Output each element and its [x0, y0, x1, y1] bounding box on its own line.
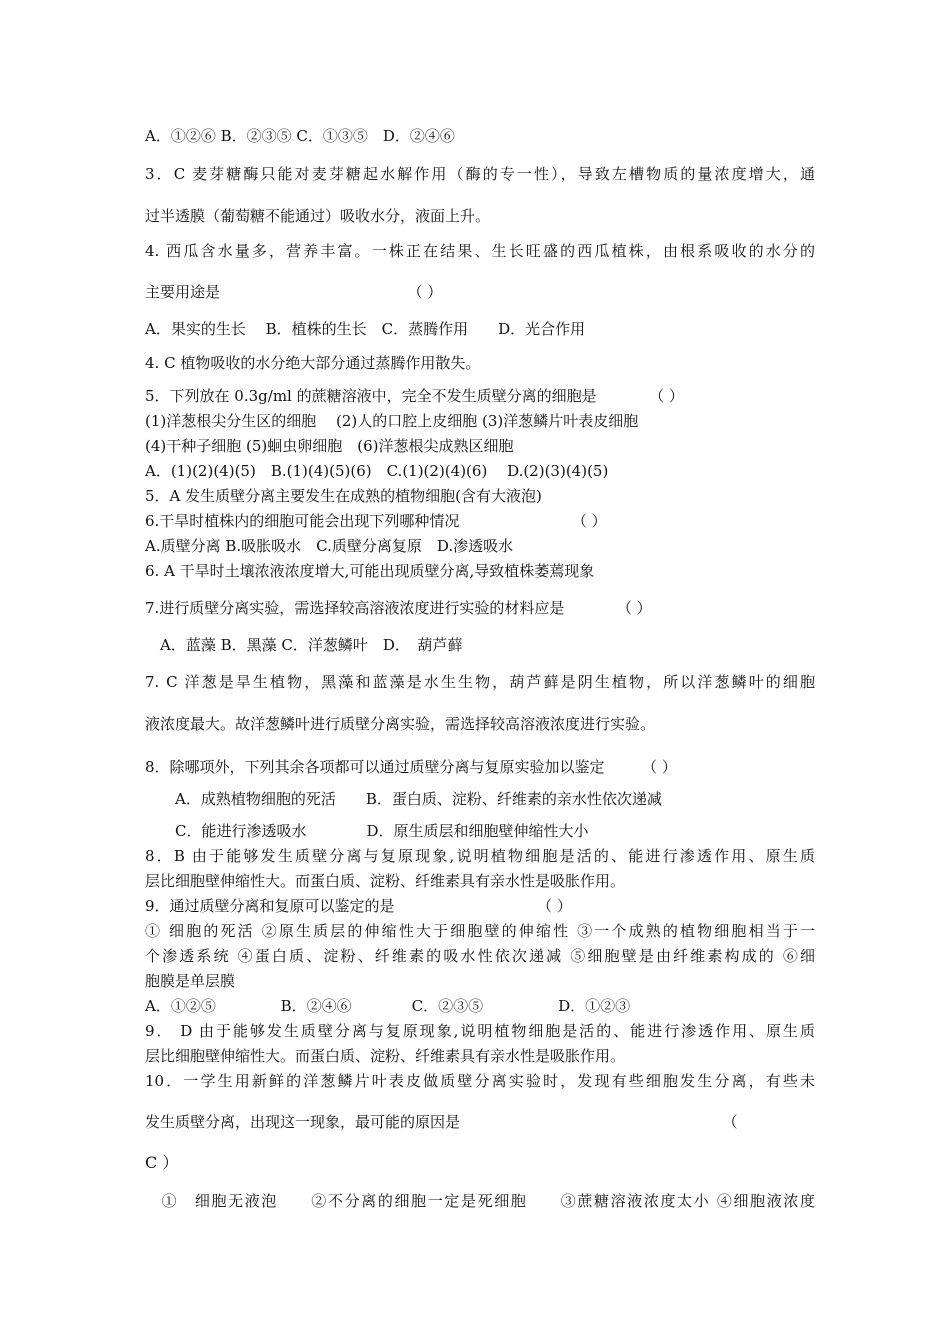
text-line: 液浓度最大。故洋葱鳞叶进行质壁分离实验，需选择较高溶液浓度进行实验。: [145, 715, 656, 733]
text-line: 5．下列放在 0.3g/ml 的蔗糖溶液中，完全不发生质壁分离的细胞是 （ ）: [145, 387, 684, 405]
text-line: A．(1)(2)(4)(5) B.(1)(4)(5)(6) C.(1)(2)(4)(6) D.(2)(3)(4)(5): [145, 462, 609, 480]
text-line: C．能进行渗透吸水 D．原生质层和细胞壁伸缩性大小: [145, 822, 589, 840]
text-line: 个渗透系统 ④蛋白质、淀粉、纤维素的吸水性依次递减 ⑤细胞壁是由纤维素构成的 ⑥细: [145, 947, 815, 965]
text-line: A．果实的生长 B．植株的生长 C．蒸腾作用 D．光合作用: [145, 320, 586, 338]
text-line: 8．除哪项外，下列其余各项都可以通过质壁分离与复原实验加以鉴定 （ ）: [145, 758, 677, 776]
text-line: 4. C 植物吸收的水分绝大部分通过蒸腾作用散失。: [145, 354, 481, 372]
text-line: A．①②⑥ B．②③⑤ C．①③⑤ D．②④⑥: [145, 127, 455, 145]
text-line: ① 细胞的死活 ②原生质层的伸缩性大于细胞壁的伸缩性 ③一个成熟的植物细胞相当于一: [145, 922, 815, 940]
text-line: 10．一学生用新鲜的洋葱鳞片叶表皮做质壁分离实验时，发现有些细胞发生分离，有些未: [145, 1072, 815, 1090]
text-line: 6. A 干旱时土壤浓液浓度增大,可能出现质壁分离,导致植株萎蔫现象: [145, 562, 595, 580]
text-line: 3．C 麦芽糖酶只能对麦芽糖起水解作用（酶的专一性），导致左槽物质的量浓度增大，通: [145, 165, 815, 183]
text-line: 胞膜是单层膜: [145, 972, 236, 990]
text-line: 9．通过质壁分离和复原可以鉴定的是 （ ）: [145, 897, 572, 915]
text-line: 9． D 由于能够发生质壁分离与复原现象,说明植物细胞是活的、能进行渗透作用、原生质: [145, 1022, 815, 1040]
text-line: A．①②⑤ B．②④⑥ C．②③⑤ D．①②③: [145, 997, 631, 1015]
text-line: A．蓝藻 B．黑藻 C．洋葱鳞叶 D． 葫芦藓: [145, 636, 463, 654]
text-line: 7. C 洋葱是旱生植物，黑藻和蓝藻是水生生物，葫芦藓是阴生植物，所以洋葱鳞叶的细胞: [145, 673, 815, 691]
text-line: 4. 西瓜含水量多，营养丰富。一株正在结果、生长旺盛的西瓜植株，由根系吸收的水分的: [145, 242, 815, 260]
text-line: 发生质壁分离，出现这一现象，最可能的原因是 （: [145, 1113, 738, 1131]
text-line: ① 细胞无液泡 ②不分离的细胞一定是死细胞 ③蔗糖溶液浓度太小 ④细胞液浓度: [145, 1192, 815, 1210]
text-line: 7.进行质壁分离实验，需选择较高溶液浓度进行实验的材料应是 （ ）: [145, 599, 652, 617]
text-line: 5．A 发生质壁分离主要发生在成熟的植物细胞(含有大液泡): [145, 487, 542, 505]
text-line: C ）: [145, 1153, 179, 1172]
text-line: A．成熟植物细胞的死活 B．蛋白质、淀粉、纤维素的亲水性依次递减: [145, 790, 662, 808]
text-line: (1)洋葱根尖分生区的细胞 (2)人的口腔上皮细胞 (3)洋葱鳞片叶表皮细胞: [145, 412, 639, 430]
text-line: (4)干种子细胞 (5)蛔虫卵细胞 (6)洋葱根尖成熟区细胞: [145, 437, 514, 455]
text-line: 主要用途是 （ ）: [145, 283, 443, 301]
text-line: 过半透膜（葡萄糖不能通过）吸收水分，液面上升。: [145, 207, 491, 225]
text-line: 6.干旱时植株内的细胞可能会出现下列哪种情况 （ ）: [145, 512, 607, 530]
text-line: 8．B 由于能够发生质壁分离与复原现象,说明植物细胞是活的、能进行渗透作用、原生质: [145, 847, 815, 865]
text-line: 层比细胞壁伸缩性大。而蛋白质、淀粉、纤维素具有亲水性是吸胀作用。: [145, 872, 626, 890]
text-line: A.质壁分离 B.吸胀吸水 C.质壁分离复原 D.渗透吸水: [145, 537, 514, 555]
text-line: 层比细胞壁伸缩性大。而蛋白质、淀粉、纤维素具有亲水性是吸胀作用。: [145, 1047, 626, 1065]
